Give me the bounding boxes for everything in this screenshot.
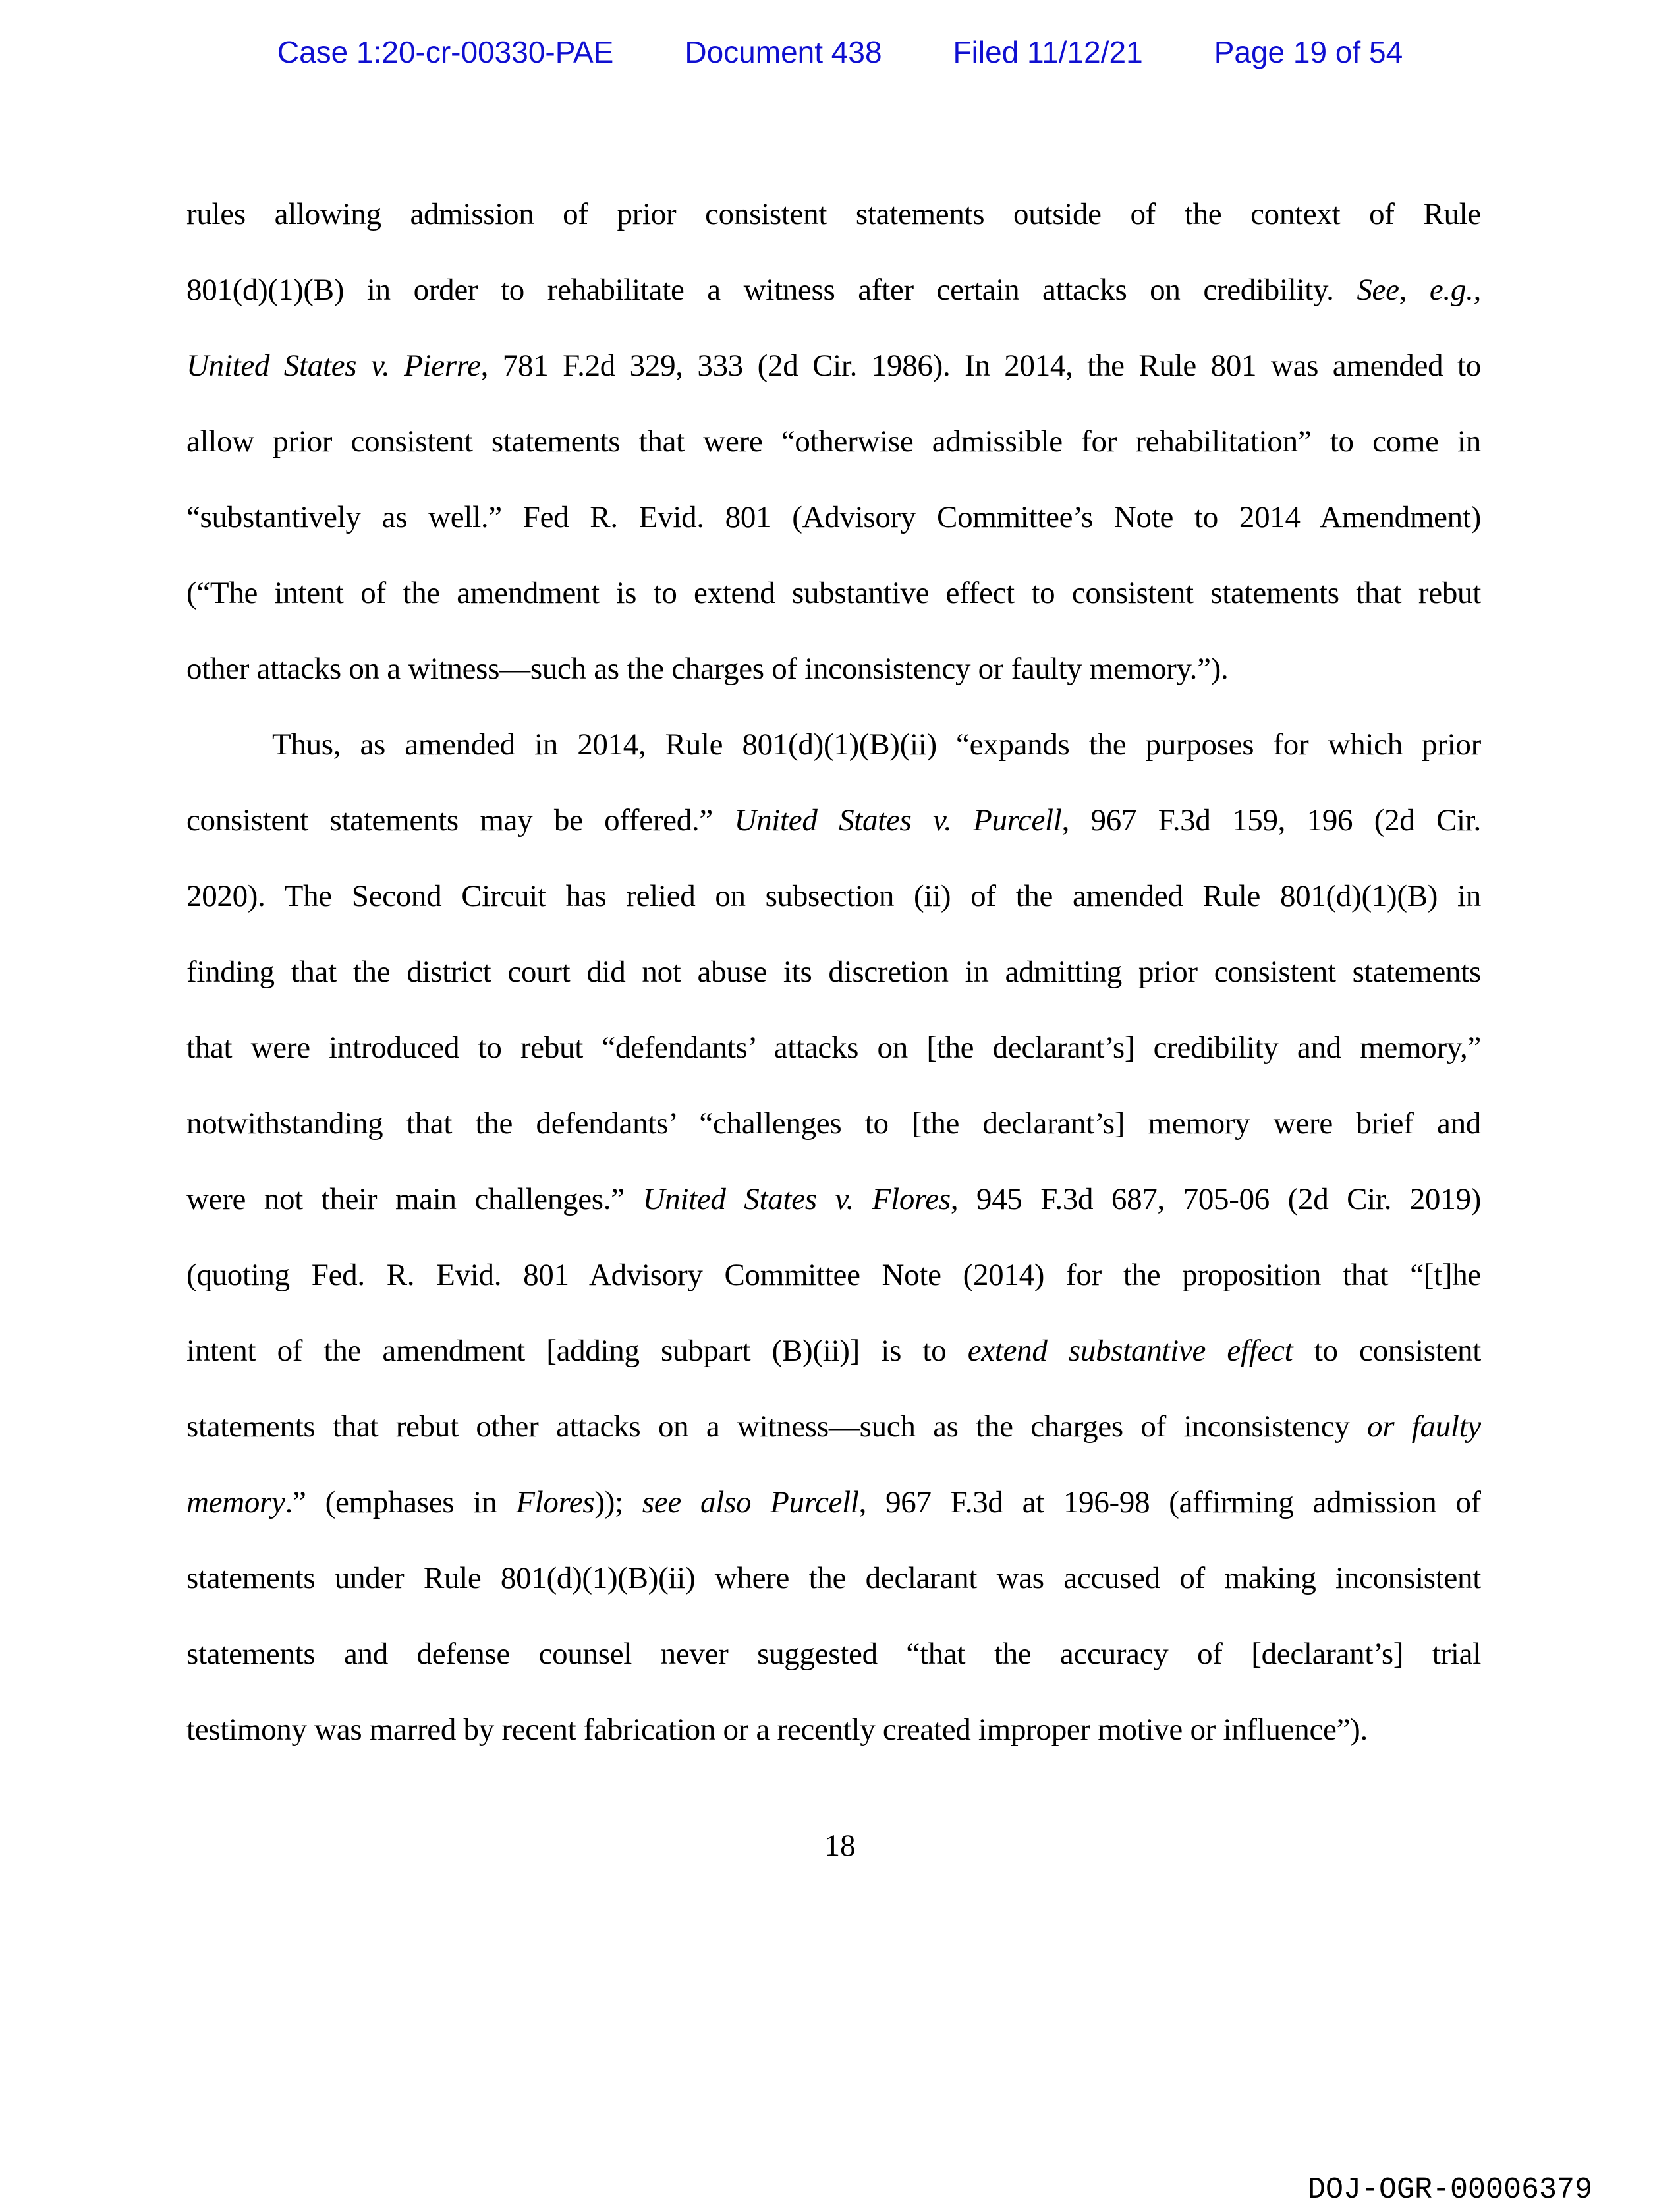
body-line (186, 934, 1481, 1010)
italic-text-run: United States v. Pierre (186, 349, 481, 383)
text-run: , 967 F.3d 159, 196 (2d Cir. (1061, 803, 1481, 837)
text-run: consistent statements may be offered.” (186, 803, 735, 837)
bates-number: DOJ-OGR-00006379 (1308, 2173, 1593, 2207)
body-text (186, 177, 1481, 1768)
body-line (186, 480, 1481, 555)
body-line (186, 177, 1481, 252)
body-line (186, 252, 1481, 328)
page-number: 18 (824, 1829, 856, 1863)
body-line (186, 555, 1481, 631)
text-run: rules allowing admission of prior consistent statements outside of the context of Rule (186, 197, 1481, 231)
body-line (186, 631, 1481, 707)
text-run: finding that the district court did not abuse its discretion in admitting prior consistent statements (186, 955, 1481, 989)
body-line (186, 1389, 1481, 1465)
text-run: were not their main challenges.” (186, 1182, 643, 1216)
body-line (186, 328, 1481, 404)
body-line (186, 1616, 1481, 1692)
text-run: (“The intent of the amendment is to extend substantive effect to consistent statements that rebut (186, 576, 1481, 610)
body-line (186, 1465, 1481, 1541)
body-line (186, 1692, 1481, 1768)
text-run: that were introduced to rebut “defendants’ attacks on [the declarant’s] credibility and memory,” (186, 1031, 1481, 1065)
italic-text-run: see also Purcell (642, 1485, 859, 1519)
text-run: , 781 F.2d 329, 333 (2d Cir. 1986). In 2014, the Rule 801 was amended to (480, 349, 1481, 383)
italic-text-run: See, e.g., (1357, 273, 1481, 307)
text-run: Thus, as amended in 2014, Rule 801(d)(1)(B)(ii) “expands the purposes for which prior (272, 727, 1481, 762)
text-run: , 945 F.3d 687, 705-06 (2d Cir. 2019) (950, 1182, 1481, 1216)
body-line (186, 1086, 1481, 1162)
text-run: to consistent (1293, 1334, 1481, 1368)
ecf-header-stamp (0, 36, 1680, 69)
text-run: statements under Rule 801(d)(1)(B)(ii) where the declarant was accused of making inconsistent (186, 1561, 1481, 1595)
body-line (186, 1162, 1481, 1237)
text-run: other attacks on a witness—such as the charges of inconsistency or faulty memory.”). (186, 652, 1229, 686)
header-case-number: Case 1:20-cr-00330-PAE (277, 35, 614, 69)
header-page-of: Page 19 of 54 (1214, 35, 1403, 69)
text-run: 2020). The Second Circuit has relied on subsection (ii) of the amended Rule 801(d)(1)(B) in (186, 879, 1481, 913)
body-line (186, 707, 1481, 783)
italic-text-run: Flores (516, 1485, 595, 1519)
italic-text-run: or faulty (1367, 1409, 1481, 1444)
body-line (186, 1010, 1481, 1086)
text-run: 801(d)(1)(B) in order to rehabilitate a witness after certain attacks on credibility. (186, 273, 1357, 307)
body-line (186, 404, 1481, 480)
header-filed-date: Filed 11/12/21 (953, 35, 1143, 69)
body-line (186, 1541, 1481, 1616)
header-document-number: Document 438 (685, 35, 882, 69)
text-run: , 967 F.3d at 196-98 (affirming admission of (858, 1485, 1481, 1519)
text-run: )); (594, 1485, 642, 1519)
italic-text-run: memory (186, 1485, 285, 1519)
text-run: notwithstanding that the defendants’ “challenges to [the declarant’s] memory were brief and (186, 1106, 1481, 1141)
body-line (186, 783, 1481, 859)
text-run: (quoting Fed. R. Evid. 801 Advisory Committee Note (2014) for the proposition that “[t]he (186, 1258, 1481, 1292)
body-line (186, 1237, 1481, 1313)
text-run: intent of the amendment [adding subpart (B)(ii)] is to (186, 1334, 968, 1368)
italic-text-run: United States v. Flores (642, 1182, 951, 1216)
body-line (186, 1313, 1481, 1389)
text-run: statements and defense counsel never suggested “that the accuracy of [declarant’s] trial (186, 1637, 1481, 1671)
text-run: .” (emphases in (285, 1485, 517, 1519)
body-line (186, 859, 1481, 934)
text-run: allow prior consistent statements that were “otherwise admissible for rehabilitation” to come in (186, 424, 1481, 459)
text-run: “substantively as well.” Fed R. Evid. 801 (Advisory Committee’s Note to 2014 Amendment) (186, 500, 1481, 534)
italic-text-run: extend substantive effect (967, 1334, 1293, 1368)
text-run: testimony was marred by recent fabrication or a recently created improper motive or influence”). (186, 1713, 1368, 1747)
italic-text-run: United States v. Purcell (734, 803, 1062, 837)
text-run: statements that rebut other attacks on a witness—such as the charges of inconsistency (186, 1409, 1368, 1444)
